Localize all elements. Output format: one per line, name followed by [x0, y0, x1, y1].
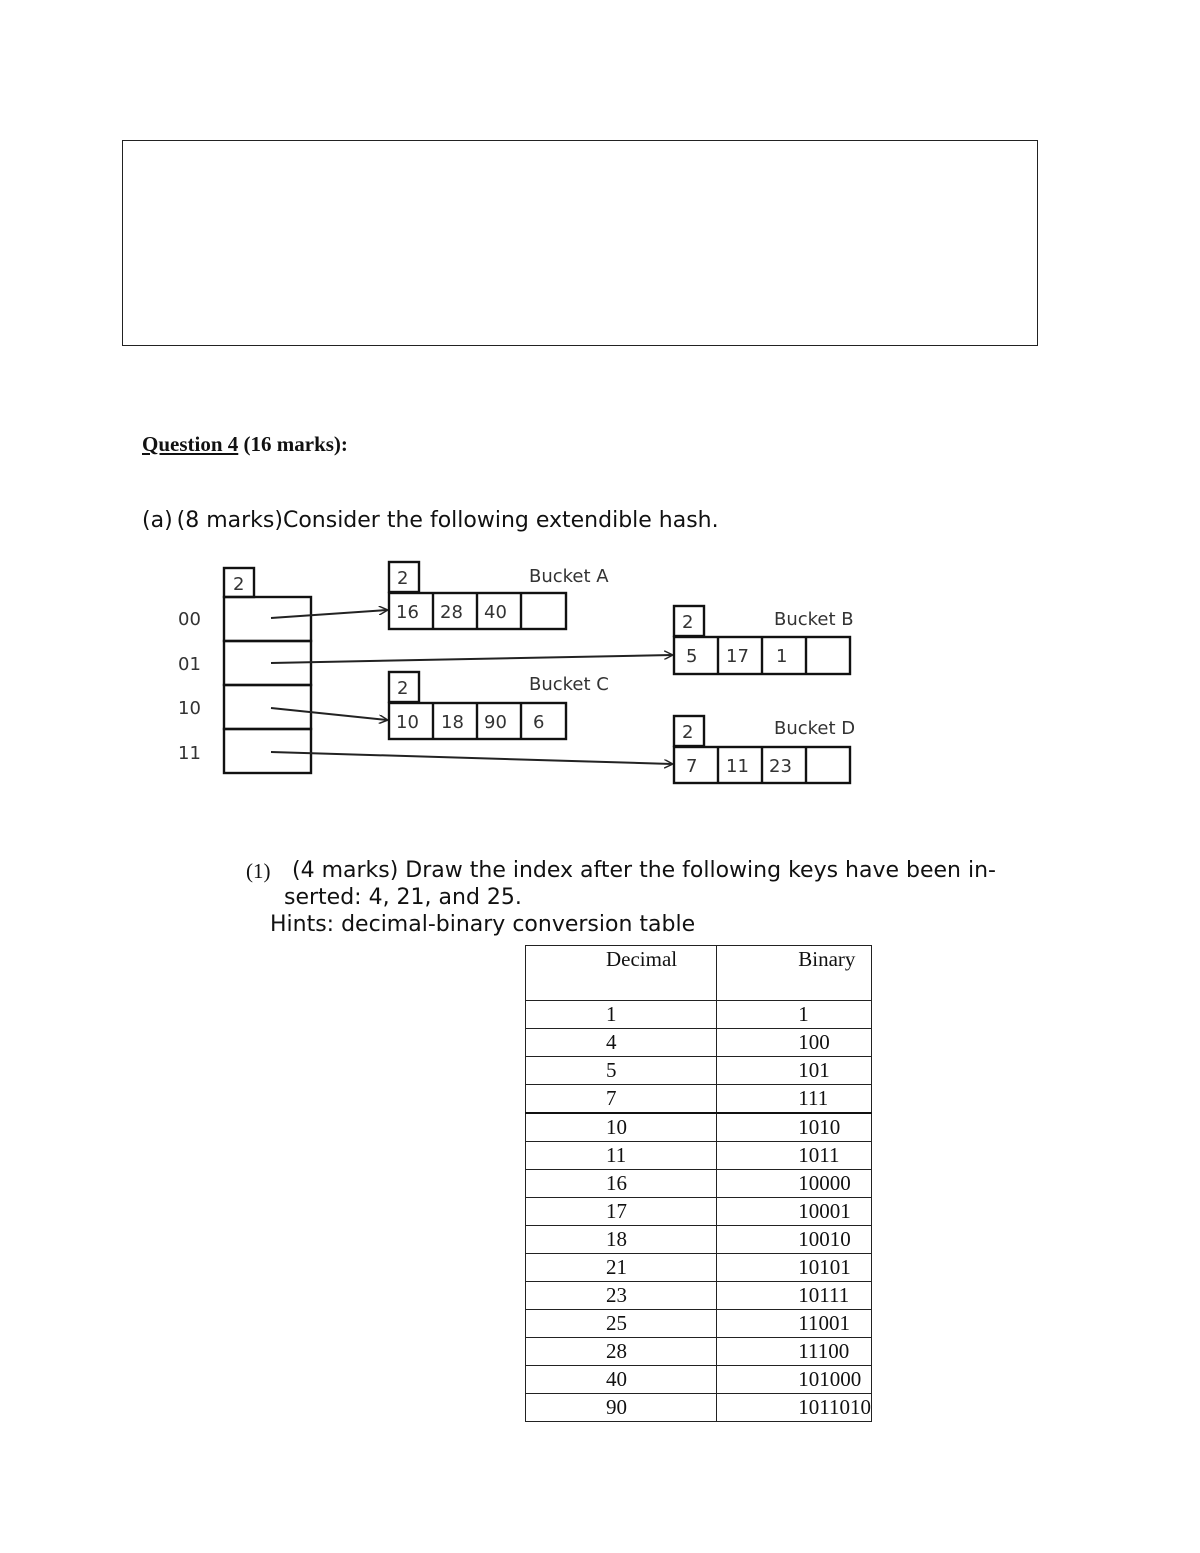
bucket-d-entry-2: 11 [726, 756, 749, 777]
binary-cell: 1010 [717, 1113, 872, 1142]
decimal-cell: 25 [526, 1310, 717, 1338]
header-binary: Binary [717, 946, 872, 1001]
table-row [526, 1338, 872, 1366]
binary-cell: 10111 [717, 1282, 872, 1310]
table-row [526, 1029, 872, 1057]
hints-text: Hints: decimal-binary conversion table [270, 912, 696, 937]
bucket-d-label: Bucket D [774, 718, 856, 739]
decimal-cell: 10 [526, 1113, 717, 1142]
bucket-d-entry-1: 7 [686, 756, 698, 777]
bucket-c-entry-1: 10 [396, 712, 419, 733]
binary-cell: 10001 [717, 1198, 872, 1226]
table-row [526, 1310, 872, 1338]
directory-slot-10 [224, 685, 311, 729]
part-a-label: (a) [142, 508, 173, 533]
bucket-b-depth: 2 [682, 612, 694, 633]
directory-key-00: 00 [178, 609, 201, 630]
binary-cell: 10000 [717, 1170, 872, 1198]
question-heading [142, 432, 348, 457]
bucket-c-entry-4: 6 [533, 712, 545, 733]
bucket-d-depth: 2 [682, 722, 694, 743]
directory-slot-11 [224, 729, 311, 773]
bucket-a-entry-2: 28 [440, 602, 463, 623]
binary-cell: 11001 [717, 1310, 872, 1338]
table-row [526, 1170, 872, 1198]
decimal-cell: 7 [526, 1085, 717, 1114]
bucket-a-entry-1: 16 [396, 602, 419, 623]
directory-depth: 2 [233, 574, 245, 595]
bucket-d-entry-3: 23 [769, 756, 792, 777]
answer-box [122, 140, 1038, 346]
binary-cell: 1011 [717, 1142, 872, 1170]
directory-key-01: 01 [178, 654, 201, 675]
pointer-00-to-bucket-a [271, 610, 387, 618]
table-row [526, 1057, 872, 1085]
pointer-11-to-bucket-d [271, 752, 672, 764]
directory-slot-00 [224, 597, 311, 641]
decimal-cell: 5 [526, 1057, 717, 1085]
header-decimal: Decimal [526, 946, 717, 1001]
binary-cell: 10010 [717, 1226, 872, 1254]
binary-cell: 111 [717, 1085, 872, 1114]
part-a-text [142, 508, 719, 533]
decimal-cell: 90 [526, 1394, 717, 1422]
decimal-cell: 23 [526, 1282, 717, 1310]
bucket-c-entry-3: 90 [484, 712, 507, 733]
bucket-a-label: Bucket A [529, 566, 609, 587]
binary-cell: 10101 [717, 1254, 872, 1282]
directory-slot-01 [224, 641, 311, 685]
bucket-c-entry-2: 18 [441, 712, 464, 733]
bucket-b-label: Bucket B [774, 609, 854, 630]
binary-cell: 101000 [717, 1366, 872, 1394]
table-row [526, 1254, 872, 1282]
table-row [526, 1226, 872, 1254]
pointer-01-to-bucket-b [271, 655, 672, 663]
binary-cell: 11100 [717, 1338, 872, 1366]
bucket-b-depth-box [674, 606, 704, 636]
decimal-cell: 21 [526, 1254, 717, 1282]
bucket-b-cells [674, 637, 850, 674]
bucket-c-depth-box [389, 672, 419, 702]
bucket-c-cells [389, 703, 566, 739]
table-row [526, 1198, 872, 1226]
bucket-a-entry-3: 40 [484, 602, 507, 623]
sub-question-number: (1) [246, 859, 271, 883]
decimal-cell: 1 [526, 1001, 717, 1029]
table-row [526, 1282, 872, 1310]
table-row [526, 1113, 872, 1142]
part-a-description: (8 marks)Consider the following extendible hash. [176, 508, 719, 533]
directory-depth-box [224, 568, 254, 597]
bucket-c-label: Bucket C [529, 674, 609, 695]
decimal-cell: 18 [526, 1226, 717, 1254]
binary-cell: 100 [717, 1029, 872, 1057]
table-row [526, 1001, 872, 1029]
decimal-cell: 17 [526, 1198, 717, 1226]
question-marks: (16 marks): [243, 432, 348, 456]
bucket-b-entry-1: 5 [686, 646, 698, 667]
table-header-row [526, 946, 872, 1001]
table-row [526, 1085, 872, 1114]
bucket-a-depth-box [389, 562, 419, 592]
decimal-cell: 40 [526, 1366, 717, 1394]
decimal-cell: 11 [526, 1142, 717, 1170]
pointer-10-to-bucket-c [271, 708, 387, 720]
decimal-cell: 4 [526, 1029, 717, 1057]
bucket-d-depth-box [674, 716, 704, 746]
directory-key-11: 11 [178, 743, 201, 764]
decimal-cell: 16 [526, 1170, 717, 1198]
conversion-table [525, 945, 872, 1422]
bucket-a-depth: 2 [397, 568, 409, 589]
binary-cell: 101 [717, 1057, 872, 1085]
bucket-c-depth: 2 [397, 678, 409, 699]
table-row [526, 1394, 872, 1422]
table-row [526, 1142, 872, 1170]
binary-cell: 1 [717, 1001, 872, 1029]
sub-question-line-2: serted: 4, 21, and 25. [284, 885, 522, 910]
bucket-a-cells [389, 593, 566, 629]
binary-cell: 1011010 [717, 1394, 872, 1422]
table-row [526, 1366, 872, 1394]
bucket-d-cells [674, 747, 850, 783]
sub-question-line-1: (4 marks) Draw the index after the following keys have been in- [292, 858, 996, 883]
decimal-cell: 28 [526, 1338, 717, 1366]
question-number: Question 4 [142, 432, 239, 456]
bucket-b-entry-3: 1 [776, 646, 788, 667]
bucket-b-entry-2: 17 [726, 646, 749, 667]
directory-key-10: 10 [178, 698, 201, 719]
